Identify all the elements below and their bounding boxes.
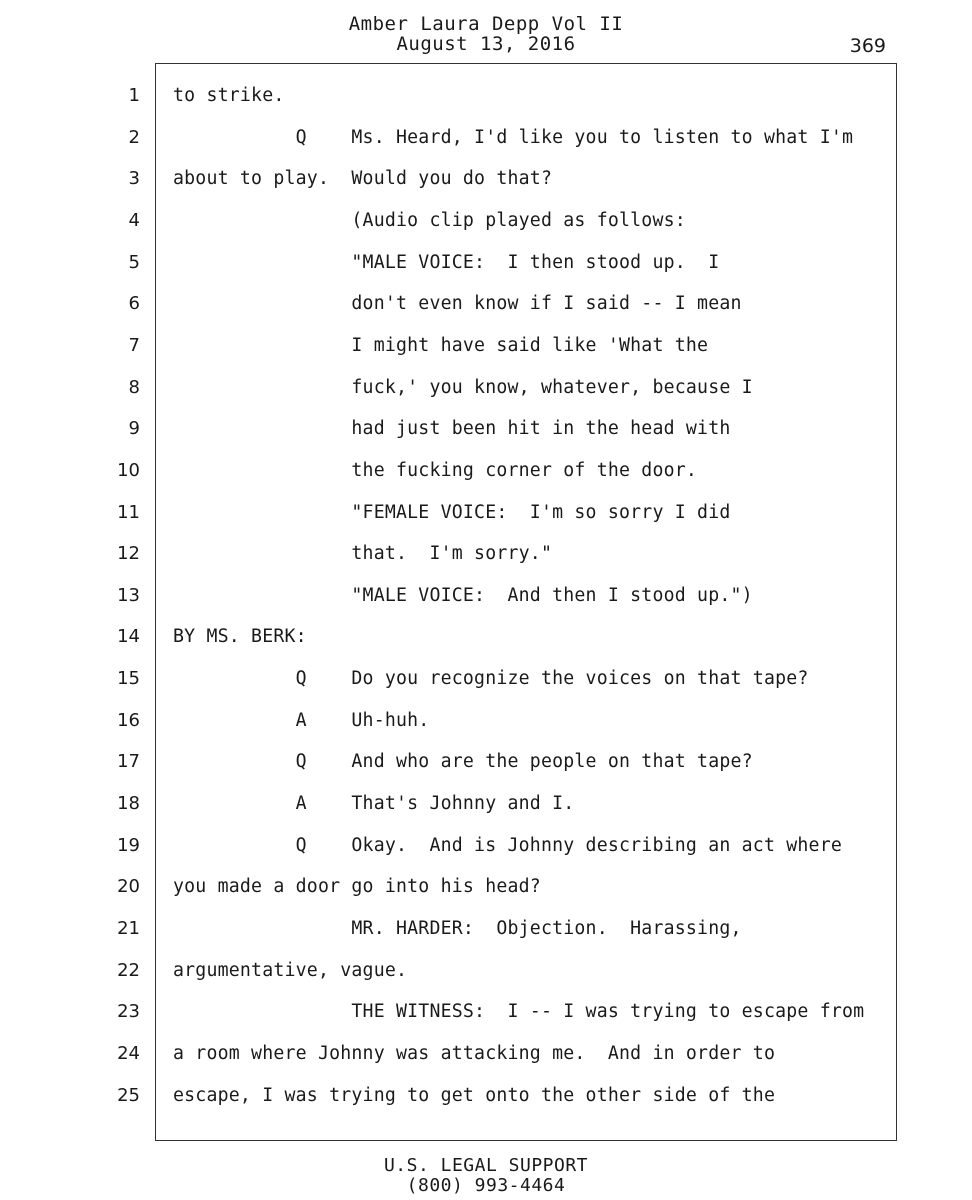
line-text: Q Do you recognize the voices on that tape?: [173, 668, 809, 690]
line-text: A That's Johnny and I.: [173, 793, 575, 815]
line-text: you made a door go into his head?: [173, 876, 541, 898]
transcript-line: [0, 616, 972, 658]
line-text: Q And who are the people on that tape?: [173, 751, 753, 773]
transcript-line: [0, 658, 972, 700]
line-number: 12: [117, 543, 140, 565]
line-number: 5: [128, 251, 140, 273]
line-text: I might have said like 'What the: [173, 334, 709, 356]
line-number: 8: [128, 376, 140, 398]
transcript-line: [0, 367, 972, 409]
transcript-line: [0, 492, 972, 534]
line-number: 4: [128, 209, 140, 231]
line-text: the fucking corner of the door.: [173, 459, 698, 481]
line-text: Q Ms. Heard, I'd like you to listen to what I'm: [173, 126, 854, 148]
footer-phone: (800) 993-4464: [406, 1175, 566, 1196]
transcript-title: Amber Laura Depp Vol II: [348, 13, 624, 35]
line-text: "MALE VOICE: I then stood up. I: [173, 251, 720, 273]
line-number: 16: [117, 709, 140, 731]
line-number: 14: [117, 626, 140, 648]
transcript-date: August 13, 2016: [396, 33, 576, 55]
line-number: 13: [117, 584, 140, 606]
transcript-line: [0, 950, 972, 992]
transcript-line: [0, 575, 972, 617]
line-text: argumentative, vague.: [173, 959, 408, 981]
transcript-line: [0, 158, 972, 200]
line-number: 24: [117, 1042, 140, 1064]
transcript-line: [0, 908, 972, 950]
line-text: THE WITNESS: I -- I was trying to escape from: [173, 1001, 865, 1023]
transcript-line: [0, 991, 972, 1033]
footer-company: U.S. LEGAL SUPPORT: [383, 1155, 589, 1176]
page-footer: [0, 1156, 972, 1196]
transcript-line: [0, 242, 972, 284]
line-text: Q Okay. And is Johnny describing an act where: [173, 834, 842, 856]
line-text: "FEMALE VOICE: I'm so sorry I did: [173, 501, 731, 523]
transcript-line: [0, 700, 972, 742]
line-text: (Audio clip played as follows:: [173, 209, 686, 231]
line-text: BY MS. BERK:: [173, 626, 307, 648]
line-number: 1: [128, 85, 140, 106]
line-number: 6: [128, 293, 140, 315]
line-number: 17: [117, 751, 140, 773]
line-number: 19: [117, 834, 140, 856]
line-number: 20: [117, 876, 140, 898]
line-text: "MALE VOICE: And then I stood up."): [173, 584, 753, 606]
line-number: 9: [128, 418, 140, 440]
transcript-line: [0, 741, 972, 783]
line-number: 3: [128, 168, 140, 190]
line-text: A Uh-huh.: [173, 709, 430, 731]
line-text: escape, I was trying to get onto the other side of the: [173, 1084, 776, 1106]
line-number: 10: [117, 459, 140, 481]
transcript-line: [0, 783, 972, 825]
line-text: fuck,' you know, whatever, because I: [173, 376, 753, 398]
transcript-line: [0, 1033, 972, 1075]
line-text: had just been hit in the head with: [173, 418, 731, 440]
transcript-line: [0, 533, 972, 575]
transcript-line: [0, 1075, 972, 1117]
transcript-line: [0, 825, 972, 867]
line-number: 11: [117, 501, 140, 523]
line-text: that. I'm sorry.": [173, 543, 553, 565]
transcript-line: [0, 283, 972, 325]
transcript-line: [0, 866, 972, 908]
line-text: MR. HARDER: Objection. Harassing,: [173, 918, 742, 939]
transcript-line: [0, 75, 972, 117]
page-header: [0, 14, 972, 54]
line-text: a room where Johnny was attacking me. And in order to: [173, 1042, 776, 1064]
transcript-line: [0, 325, 972, 367]
line-number: 7: [128, 334, 140, 356]
transcript-line: [0, 450, 972, 492]
line-text: about to play. Would you do that?: [173, 168, 553, 190]
line-text: don't even know if I said -- I mean: [173, 293, 742, 315]
line-text: to strike.: [173, 85, 285, 106]
page-number: 369: [849, 35, 886, 57]
line-number: 25: [117, 1084, 140, 1106]
line-number: 2: [128, 126, 140, 148]
line-number: 21: [117, 918, 140, 939]
line-number: 23: [117, 1001, 140, 1023]
line-number: 15: [117, 668, 140, 690]
transcript-line: [0, 408, 972, 450]
line-number: 18: [117, 793, 140, 815]
transcript-line: [0, 117, 972, 159]
transcript-line: [0, 200, 972, 242]
line-number: 22: [117, 959, 140, 981]
